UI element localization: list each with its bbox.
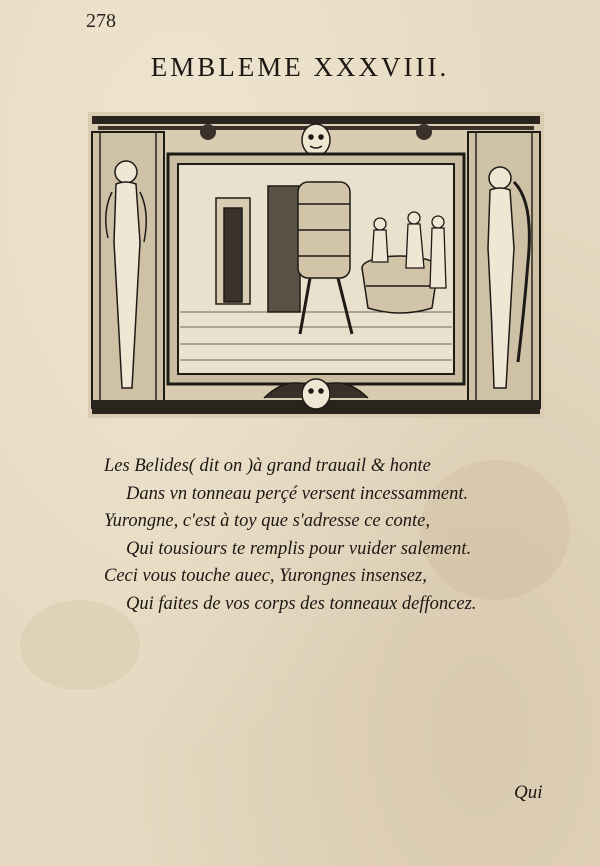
emblem-title: EMBLEME XXXVIII.: [150, 52, 450, 82]
verse-line: Qui tousiours te remplis pour vuider salement.: [126, 538, 472, 559]
pierced-tub: [362, 256, 438, 313]
verse-line: Les Belides( dit on )à grand trauail & honte: [104, 456, 431, 476]
verse-line: Ceci vous touche auec, Yurongnes insensez,: [104, 566, 427, 586]
verse-line: Yurongne, c'est à toy que s'adresse ce conte,: [104, 511, 430, 531]
mask-ornament-top: [302, 124, 330, 156]
verse-line: Dans vn tonneau perçé versent incessamment.: [126, 483, 469, 504]
verse-stanza: [104, 453, 544, 618]
woodcut-illustration: [88, 112, 544, 418]
catchword: Qui: [514, 782, 543, 803]
page-number: 278: [86, 10, 116, 32]
verse-line: Qui faites de vos corps des tonneaux deffoncez.: [126, 593, 477, 614]
